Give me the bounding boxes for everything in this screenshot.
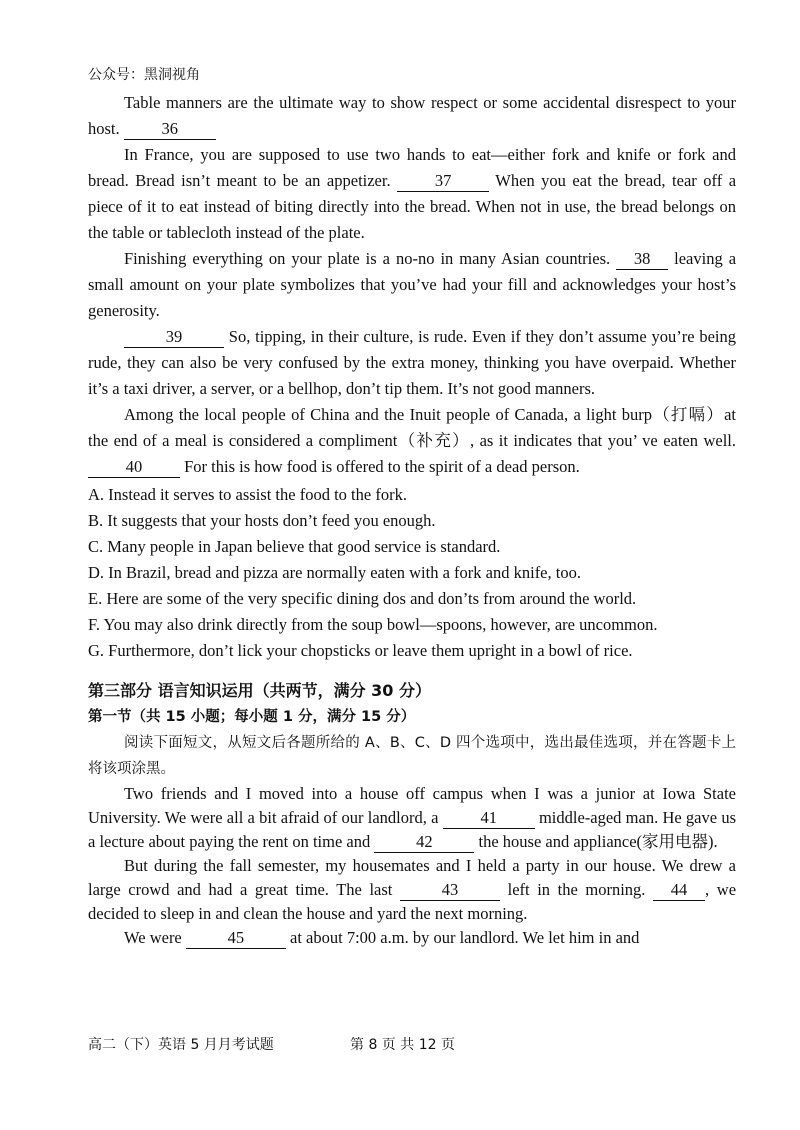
section-title: 第三部分 语言知识运用（共两节，满分 30 分） — [88, 681, 431, 700]
paragraph: 39 So, tipping, in their culture, is rude. Even if they don’t assume you’re being rude, they can also be very confused by the extra money, thinking you have overpaid. Whether it’s a taxi driver, a server, or a bellhop, don’t tip them. It’s not good manners. — [88, 327, 736, 398]
blank-41[interactable]: 41 — [443, 808, 535, 829]
option-item[interactable]: G. Furthermore, don’t lick your chopsticks or leave them upright in a bowl of rice. — [88, 641, 633, 660]
option-item[interactable]: F. You may also drink directly from the soup bowl—spoons, however, are uncommon. — [88, 615, 658, 634]
blank-40[interactable]: 40 — [88, 457, 180, 478]
paragraph: Among the local people of China and the Inuit people of Canada, a light burp（打嗝）at the end of a meal is considered a compliment（补充）, as it indicates that you’ ve eaten well. 40 For this is how food is offered to the spirit of a dead person. — [88, 405, 736, 476]
cloze-paragraph: Two friends and I moved into a house off campus when I was a junior at Iowa State University. We were all a bit afraid of our landlord, a 41 middle-aged man. He gave us a lecture about paying the rent on time and 42 the house and appliance(家用电器). — [88, 784, 736, 851]
option-item[interactable]: E. Here are some of the very specific dining dos and don’ts from around the world. — [88, 589, 637, 608]
source-header: 公众号：黑洞视角 — [88, 67, 200, 83]
exam-title: 高二（下）英语 5 月月考试题 — [88, 1037, 274, 1053]
instruction: 阅读下面短文，从短文后各题所给的 A、B、C、D 四个选项中，选出最佳选项，并在答题卡上将该项涂黑。 — [88, 735, 736, 777]
blank-36[interactable]: 36 — [124, 119, 216, 140]
option-item[interactable]: C. Many people in Japan believe that good service is standard. — [88, 537, 501, 556]
paragraph: In France, you are supposed to use two hands to eat—either fork and knife or fork and bread. Bread isn’t meant to be an appetizer. 37 When you eat the bread, tear off a piece of it to eat instead of biting directly into the bread. When not in use, the bread belongs on the table or tablecloth instead of the plate. — [88, 145, 737, 242]
blank-45[interactable]: 45 — [186, 928, 286, 949]
blank-38[interactable]: 38 — [616, 249, 668, 270]
paragraph: Finishing everything on your plate is a no-no in many Asian countries. 38 leaving a small amount on your plate symbolizes that you’ve had your fill and acknowledges your host’s generosity. — [88, 249, 737, 320]
page-number: 第 8 页 共 12 页 — [350, 1037, 455, 1053]
paragraph: Table manners are the ultimate way to show respect or some accidental disrespect to your host. 36 — [88, 93, 736, 138]
option-item[interactable]: D. In Brazil, bread and pizza are normally eaten with a fork and knife, too. — [88, 563, 581, 582]
blank-44[interactable]: 44 — [653, 880, 705, 901]
blank-39[interactable]: 39 — [124, 327, 224, 348]
cloze-paragraph: But during the fall semester, my housemates and I held a party in our house. We drew a large crowd and had a great time. The last 43 left in the morning. 44 , we decided to sleep in and clean the house and yard the next morning. — [88, 856, 737, 923]
blank-37[interactable]: 37 — [397, 171, 489, 192]
option-list — [88, 482, 736, 664]
option-item[interactable]: B. It suggests that your hosts don’t feed you enough. — [88, 511, 436, 530]
cloze-paragraph: We were 45 at about 7:00 a.m. by our landlord. We let him in and — [124, 928, 640, 947]
blank-42[interactable]: 42 — [374, 832, 474, 853]
option-item[interactable]: A. Instead it serves to assist the food to the fork. — [88, 485, 407, 504]
reading-passage — [88, 90, 736, 950]
subsection-title: 第一节（共 15 小题；每小题 1 分，满分 15 分） — [88, 709, 416, 725]
blank-43[interactable]: 43 — [400, 880, 500, 901]
